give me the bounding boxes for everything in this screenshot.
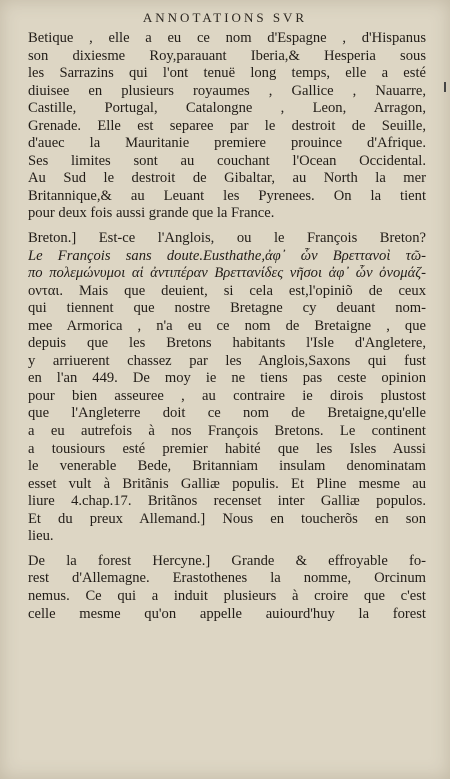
body-text [28, 30, 426, 623]
text-line: Grenade. Elle est separee par le destroit de Seuille, [28, 117, 426, 134]
text-line: Au Sud le destroit de Gibaltar, au North la mer [28, 170, 426, 187]
text-line-greek: πο πολεμώνυμοι αἱ ἀντιπέραν Βρεττανίδες νῆσοι ἀφ᾽ ὧν ὀνομάζ- [28, 265, 426, 282]
text-line: Castille, Portugal, Catalongne , Leon, Arragon, [28, 100, 426, 117]
text-line: que l'Angleterre doit ce nom de Bretaigne,qu'elle [28, 405, 426, 422]
text-line: liure 4.chap.17. Britãnos recenset inter Galliæ populos. [28, 493, 426, 510]
text-line: qui tiennent que nostre Bretagne cy deuant nom- [28, 300, 426, 317]
text-line: lieu. [28, 528, 54, 545]
text-line: le venerable Bede, Britanniam insulam denominatam [28, 458, 426, 475]
text-line: diuisee en plusieurs royaumes , Gallice , Nauarre, [28, 82, 426, 99]
margin-mark [444, 82, 446, 92]
text-line: a tousiours esté premier habité que les Isles Aussi [28, 440, 426, 457]
text-line: son dixiesme Roy,parauant Iberia,& Hesperia sous [28, 47, 426, 64]
running-header: ANNOTATIONS SVR [142, 10, 308, 25]
text-line: Ses limites sont au couchant l'Ocean Occidental. [28, 152, 426, 169]
text-line: esset vult à Britãnis Galliæ populis. Et Pline mesme au [28, 475, 426, 492]
text-line: en l'an 449. De moy ie ne tiens pas ceste opinion [28, 370, 426, 387]
text-line: Britannique,& au Leuant les Pyrenees. On la tient [28, 187, 426, 204]
text-line-greek: Le François sans doute.Eusthathe,ἀφ᾽ ὧν Βρεττανοὶ τῶ- [28, 247, 426, 264]
text-line: Betique , elle a eu ce nom d'Espagne , d'Hispanus [28, 30, 426, 46]
annotation-breton: Breton.] Est-ce l'Anglois, ou le François Breton? [28, 230, 426, 247]
text-line: celle mesme qu'on appelle auiourd'huy la forest [28, 605, 426, 622]
annotation-hercyne: De la forest Hercyne.] Grande & effroyable fo- [28, 552, 426, 569]
text-line: d'auec la Mauritanie premiere prouince d'Afrique. [28, 135, 426, 152]
text-line: rest d'Allemagne. Erastothenes la nomme, Orcinum [28, 570, 426, 587]
text-line: pour bien asseuree , au contraire ie dirois plustost [28, 387, 426, 404]
text-line: pour deux fois aussi grande que la France. [28, 205, 275, 222]
text-line: y arriuerent chassez par les Anglois,Saxons qui fust [28, 352, 426, 369]
text-line: a eu autrefois à nos François Bretons. Le continent [28, 423, 426, 440]
text-line: nemus. Ce qui a induit plusieurs à croire que c'est [28, 587, 426, 604]
text-line: depuis que les Bretons habitants l'Isle d'Angletere, [28, 335, 426, 352]
text-line: mee Armorica , n'a eu ce nom de Bretaigne , que [28, 317, 426, 334]
text-line: les Sarrazins qui l'ont tenuë long temps, elle a esté [28, 65, 426, 82]
text-line: ονται. Mais que deuient, si cela est,l'opiniõ de ceux [28, 282, 426, 299]
annotation-allemand: Et du preux Allemand.] Nous en toucherõs en son [28, 510, 426, 527]
